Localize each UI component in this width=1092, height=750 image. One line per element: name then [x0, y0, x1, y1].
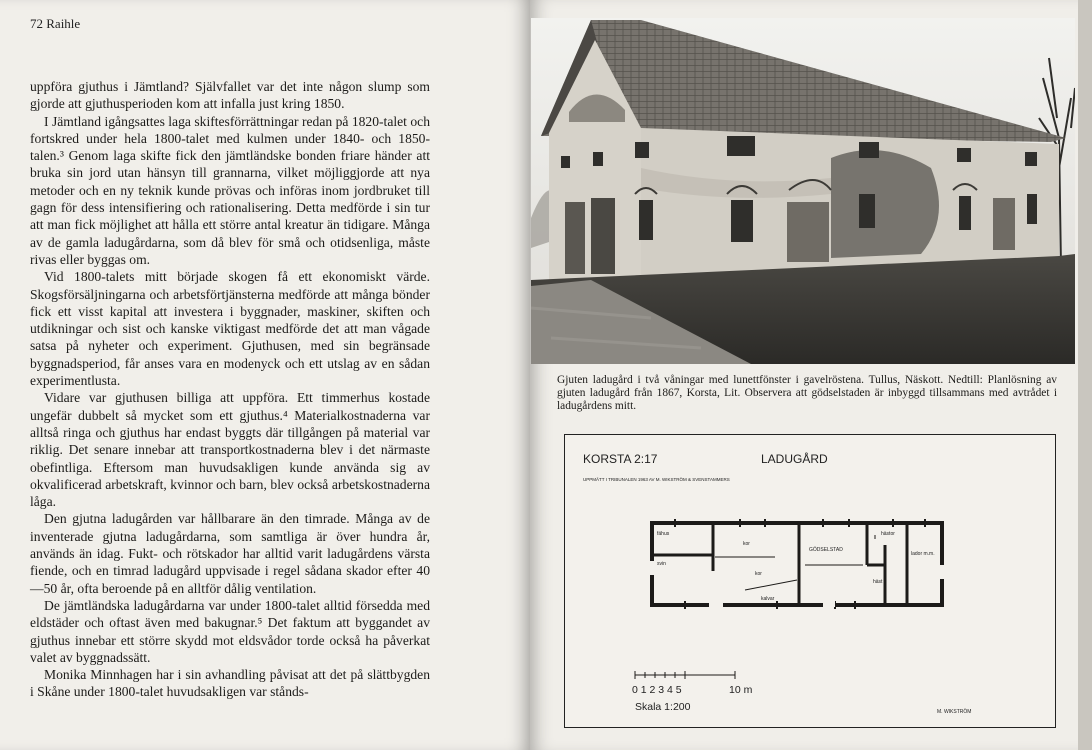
plan-subtitle: LADUGÅRD — [761, 452, 828, 466]
paragraph: Vid 1800-talets mitt började skogen få ett ekonomiskt värde. Skogsförsäljningarna och arbetsförtjänsterna medförde att många bönder fick ett visst kapital att investera i byggnader, maskiner, skiften och utdikningar och sist och kanske viktigast medförde det att man vågade satsa på nyheter och experiment. Gjuthusen, med sin begränsade byggnadsperiod, får anses vara en modenyck och ett utslag av en sådan experimentlusta. — [30, 269, 430, 389]
door — [591, 198, 615, 274]
running-head: 72 Raihle — [30, 16, 81, 31]
outer-wall — [652, 523, 942, 605]
plan-title: KORSTA 2:17 — [583, 452, 658, 466]
room-lador: lador m.m. — [911, 551, 935, 557]
paragraph: I Jämtland igångsattes laga skiftesförrättningar redan på 1820-talet och fortskred under hela 1800-talet med kulmen under 1840- och 1850-talen.³ Genom laga skifte fick den jämtländske bonden friare händer att bruka sin jord utan hänsyn till grannarna, vilket möjliggjorde att nya metoder och en ny teknik kunde prövas och införas inom jordbruket till gagn för dess intensifiering och rationalisering. Detta medförde i sin tur att man fick möjlighet att hålla ett större antal kreatur än tidigare. Många av de gamla ladugårdarna, som då blev för små och otidsenliga, måste rivas eller byggas om. — [30, 113, 430, 267]
room-kor-lower: kor — [755, 571, 762, 577]
body-text — [30, 78, 430, 701]
room-fahus: fähus — [657, 531, 670, 537]
scale-label: Skala 1:200 — [635, 701, 691, 713]
door — [993, 198, 1015, 250]
barn-photograph — [531, 18, 1075, 364]
paragraph: De jämtländska ladugårdarna var under 1800-talet alltid försedda med eldstäder och oftast även med bakugnar.⁵ Det faktum att byggandet av gjuthus innebar ett större skydd mot eldsvådor torde också ha påverkat valet av byggnadssätt. — [30, 597, 430, 665]
caption — [557, 374, 1057, 414]
floor-plan-drawing — [565, 435, 1055, 727]
scale-bar — [635, 671, 735, 679]
room-hasttor: hästor — [881, 531, 895, 537]
scale-end: 10 m — [729, 684, 753, 696]
paragraph: Vidare var gjuthusen billiga att uppföra. Ett timmerhus kostade ungefär dubbelt så mycket som ett gjuthus.⁴ Materialkostnaderna var alltså ringa och gjuthus har endast byggts där tillgången på material var riklig. Det senare innebar att transportkostnaderna blev i det närmaste obefintliga. Eftersom man huvudsakligen kunde använda sig av okvalificerad arbetskraft, kvinnor och barn, blev också arbetskostnaderna låga. — [30, 390, 430, 510]
room-kor-upper: kor — [743, 541, 750, 547]
scale-numbers: 0 1 2 3 4 5 — [632, 684, 682, 696]
paragraph: Den gjutna ladugården var hållbarare än den timrade. Många av de inventerade gjutna ladugårdarna, som samtliga är över hundra år, används än idag. Fukt- och rötskador har alltid varit ladugårdens värsta fiende, och en timrad ladugård uppvisade i regel sådana skador efter 40—50 år, ofta beroende på en alltför dålig ventilation. — [30, 511, 430, 596]
caption-text: Gjuten ladugård i två våningar med lunettfönster i gavelröstena. Tullus, Näskott. Nedtill: Planlösning av gjuten ladugård från 1867, Korsta, Lit. Observera att gödselstaden är inbyggd tillsammans med avtrådet i ladugårdens mitt. — [557, 374, 1057, 413]
barn-photo-drawing — [531, 18, 1075, 364]
paragraph: uppföra gjuthus i Jämtland? Självfallet var det inte någon slump som gjorde att gjuthusperioden kom att infalla just kring 1850. — [30, 79, 430, 112]
door — [787, 202, 829, 262]
room-kalvar: kalvar — [761, 596, 775, 602]
room-svin: svin — [657, 561, 666, 567]
page-edge — [1078, 0, 1092, 750]
survey-note: UPPMÄTT I TRIBUNALEN 1963 AV M. WIKSTRÖM & SVENSTAMMERS — [583, 477, 730, 482]
room-hast: häst — [873, 579, 883, 585]
plan-signature: M. WIKSTRÖM — [937, 709, 972, 715]
floor-plan — [564, 434, 1056, 728]
room-godselstad: GÖDSELSTAD — [809, 547, 843, 553]
paragraph: Monika Minnhagen har i sin avhandling påvisat att det på slättbygden i Skåne under 1800-talet huvudsakligen var stånds- — [30, 667, 430, 700]
door — [565, 202, 585, 274]
ivy — [831, 150, 939, 258]
